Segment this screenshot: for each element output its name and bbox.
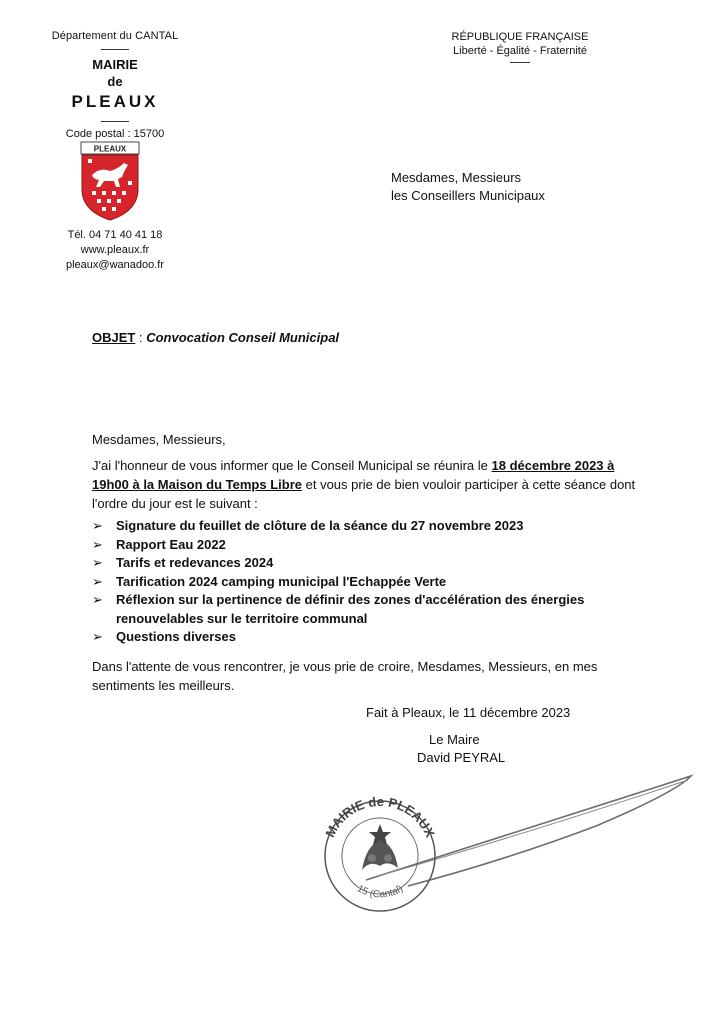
signatory-block [417,731,505,767]
agenda-item [92,573,657,592]
town-name: PLEAUX [71,92,159,111]
agenda-item-text: Tarifs et redevances 2024 [116,555,274,570]
svg-text:15 (Cantal) [355,883,405,900]
agenda-item [92,536,657,555]
meeting-date-location: 18 décembre 2023 à 19h00 à la Maison du Temps Libre [92,458,615,492]
divider [101,49,129,50]
phone-number: Tél. 04 71 40 41 18 [67,229,163,241]
agenda-list [92,517,657,647]
agenda-item [92,628,657,647]
republic-header [440,30,600,63]
recipient-line-2: les Conseillers Municipaux [391,188,545,203]
mairie-label: MAIRIE [92,57,138,72]
subject-separator: : [135,330,147,345]
crest-label: PLEAUX [93,144,127,154]
arrow-bullet-icon: ➢ [92,592,103,607]
arrow-bullet-icon: ➢ [92,629,103,644]
agenda-item-text: Questions diverses [116,629,236,644]
greeting: Mesdames, Messieurs, [92,432,226,447]
arrow-bullet-icon: ➢ [92,573,103,589]
recipient-line-1: Mesdames, Messieurs [391,170,522,185]
mairie-header [35,30,195,140]
official-stamp-icon [296,768,716,928]
department-label: Département du CANTAL [51,30,179,42]
arrow-bullet-icon: ➢ [92,518,103,533]
arrow-bullet-icon: ➢ [92,555,103,570]
mairie-de-label: de [107,74,123,89]
intro-paragraph [92,456,652,513]
agenda-item-text: Tarification 2024 camping municipal l'Echappée Verte [116,573,447,589]
agenda-item-text: Signature du feuillet de clôture de la séance du 27 novembre 2023 [116,518,524,533]
agenda-item-text: Rapport Eau 2022 [116,536,226,552]
arrow-bullet-icon: ➢ [92,536,103,552]
subject-line [92,330,339,345]
website-link[interactable]: www.pleaux.fr [80,244,150,256]
postal-code: Code postal : 15700 [65,128,165,140]
recipient-block [391,169,545,205]
agenda-item [92,591,657,628]
closing-paragraph: Dans l'attente de vous rencontrer, je vous prie de croire, Mesdames, Messieurs, en mes sentiments les meilleurs. [92,659,598,693]
intro-text-end: et vous prie de bien vouloir participer à cette séance dont l'ordre du jour est le suivant : [92,477,636,511]
signatory-name: David PEYRAL [417,750,506,765]
republic-motto: Liberté - Égalité - Fraternité [453,45,587,57]
intro-text-start: J'ai l'honneur de vous informer que le Conseil Municipal se réunira le [92,458,492,473]
signatory-title: Le Maire [429,732,480,747]
divider [510,62,530,63]
subject-label: OBJET [92,330,136,345]
agenda-item [92,517,657,536]
republic-label: RÉPUBLIQUE FRANÇAISE [451,31,589,43]
stamp-bottom-text: 15 (Cantal) [355,883,406,901]
agenda-item [92,554,657,573]
email-link[interactable]: pleaux@wanadoo.fr [65,259,164,271]
stamp-top-text: MAIRIE de PLEAUX [322,793,438,840]
coat-of-arms-icon [80,141,140,221]
divider [101,121,129,122]
agenda-item-text: Réflexion sur la pertinence de définir des zones d'accélération des énergies renouvelables sur le territoire communal [116,592,585,626]
contact-info [35,228,195,273]
place-date: Fait à Pleaux, le 11 décembre 2023 [366,705,571,720]
subject-value: Convocation Conseil Municipal [146,330,340,345]
